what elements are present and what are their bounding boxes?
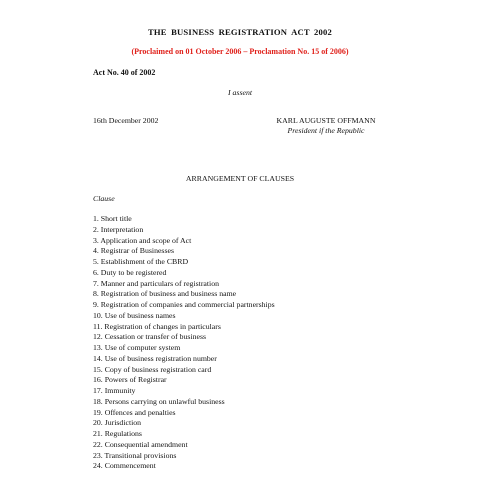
assent-date: 16th December 2002 <box>93 116 159 125</box>
arrangement-heading: ARRANGEMENT OF CLAUSES <box>185 174 295 183</box>
proclamation-note: (Proclaimed on 01 October 2006 – Proclamation No. 15 of 2006) <box>131 47 349 56</box>
clause-item: 6. Duty to be registered <box>93 267 167 277</box>
clause-heading: Clause <box>93 194 115 203</box>
act-number: Act No. 40 of 2002 <box>93 68 156 77</box>
clause-item: 15. Copy of business registration card <box>93 364 212 374</box>
signatory-block <box>266 116 386 136</box>
clause-item: 7. Manner and particulars of registration <box>93 278 220 288</box>
clause-list <box>93 214 275 472</box>
clause-item: 10. Use of business names <box>93 310 176 320</box>
signatory-name: KARL AUGUSTE OFFMANN <box>276 116 376 125</box>
clause-item: 13. Use of computer system <box>93 343 181 352</box>
clause-item: 12. Cessation or transfer of business <box>93 332 207 342</box>
clause-item: 9. Registration of companies and commercial partnerships <box>93 300 275 309</box>
clause-item: 8. Registration of business and business name <box>93 289 237 299</box>
clause-item: 14. Use of business registration number <box>93 353 217 363</box>
clause-item: 24. Commencement <box>93 461 156 471</box>
clause-item: 5. Establishment of the CBRD <box>93 257 189 266</box>
clause-item: 3. Application and scope of Act <box>93 235 192 245</box>
act-title: THE BUSINESS REGISTRATION ACT 2002 <box>147 27 333 37</box>
clause-item: 22. Consequential amendment <box>93 439 188 449</box>
clause-item: 19. Offences and penalties <box>93 407 176 417</box>
clause-item: 11. Registration of changes in particulars <box>93 321 221 331</box>
clause-item: 20. Jurisdiction <box>93 418 142 428</box>
signatory-role: President if the Republic <box>287 126 365 135</box>
clause-item: 18. Persons carrying on unlawful business <box>93 396 225 406</box>
clause-item: 17. Immunity <box>93 386 136 395</box>
clause-item: 21. Regulations <box>93 429 142 438</box>
clause-item: 1. Short title <box>93 214 132 223</box>
clause-item: 16. Powers of Registrar <box>93 375 167 385</box>
clause-item: 2. Interpretation <box>93 224 144 234</box>
assent-line: I assent <box>227 88 253 97</box>
clause-item: 23. Transitional provisions <box>93 450 177 460</box>
clause-item: 4. Registrar of Businesses <box>93 246 174 256</box>
